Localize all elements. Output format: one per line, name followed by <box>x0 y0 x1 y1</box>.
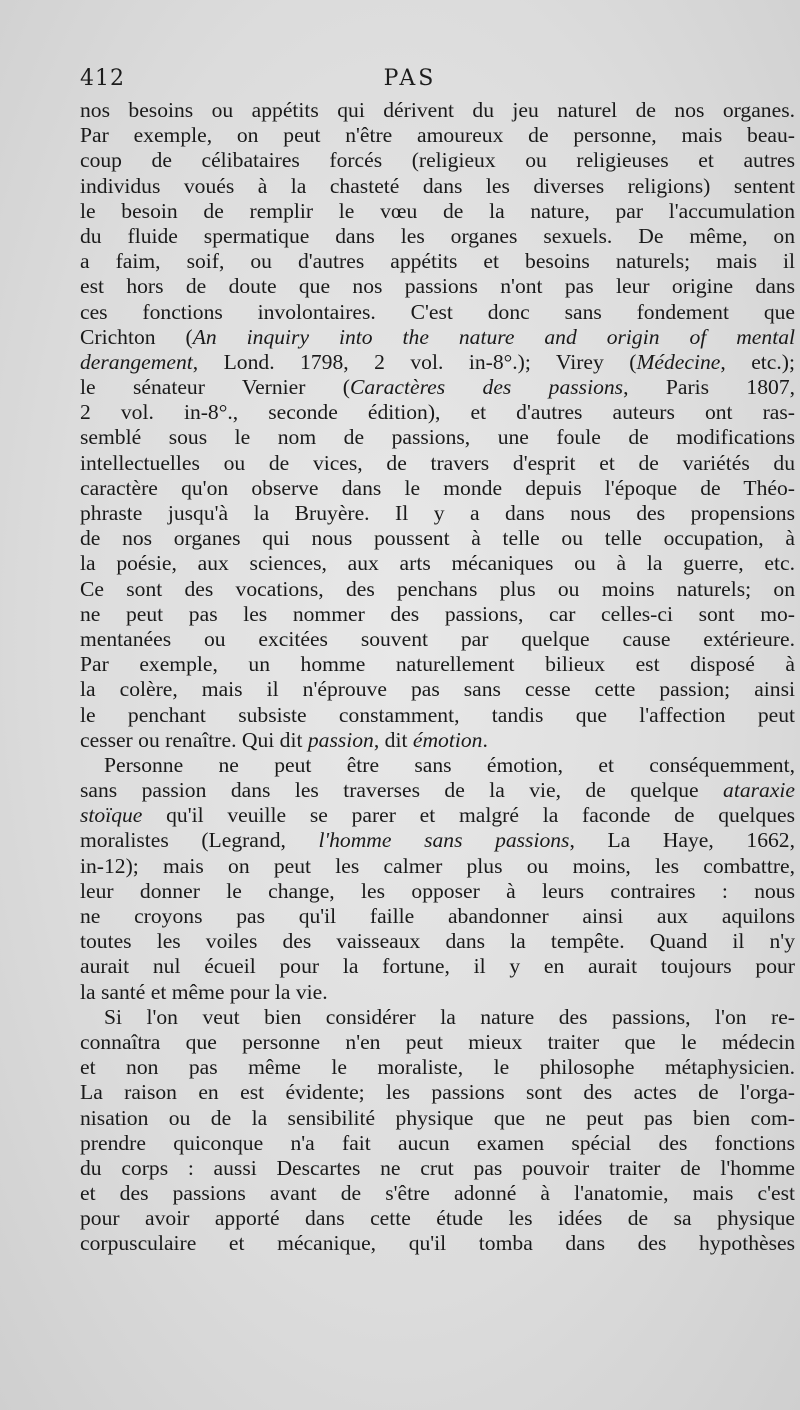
text-line: la santé et même pour la vie. <box>80 979 328 1004</box>
text-line: du fluide spermatique dans les organes sexuels. De même, on <box>80 223 795 248</box>
text-line: toutes les voiles des vaisseaux dans la tempête. Quand il n'y <box>80 929 795 954</box>
body-text <box>80 98 795 1257</box>
text-line: intellectuelles ou de vices, de travers d'esprit et de variétés du <box>80 450 795 475</box>
text-line: le besoin de remplir le vœu de la nature, par l'accumulation <box>80 198 795 223</box>
paragraph <box>80 98 795 753</box>
text-line: du corps : aussi Descartes ne crut pas pouvoir traiter de l'homme <box>80 1155 795 1180</box>
text-line: la poésie, aux sciences, aux arts mécaniques ou à la guerre, etc. <box>80 551 795 576</box>
text-segment: , La Haye, 1662, <box>569 828 795 853</box>
text-segment: moralistes (Legrand, <box>80 828 319 853</box>
text-line: corpusculaire et mécanique, qu'il tomba dans des hypothèses <box>80 1231 795 1256</box>
paragraph <box>80 1005 795 1257</box>
italic-text: émotion <box>412 727 483 752</box>
text-segment: , etc.); <box>720 349 795 374</box>
text-segment: qu'il veuille se parer et malgré la faconde de quelques <box>142 803 795 828</box>
text-line: Par exemple, un homme naturellement bilieux est disposé à <box>80 652 795 677</box>
text-line: de nos organes qui nous poussent à telle ou telle occupation, à <box>80 526 795 551</box>
text-line: Par exemple, on peut n'être amoureux de personne, mais beau- <box>80 123 795 148</box>
text-segment: , Lond. 1798, 2 vol. in-8°.); Virey ( <box>192 349 637 374</box>
text-segment: sans passion dans les traverses de la vie, de quelque <box>80 778 724 803</box>
text-line: leur donner le change, les opposer à leurs contraires : nous <box>80 878 795 903</box>
text-line <box>80 350 795 375</box>
text-segment: . <box>482 727 488 752</box>
text-segment: , dit <box>373 727 413 752</box>
italic-text: stoïque <box>80 803 143 828</box>
text-line: Si l'on veut bien considérer la nature des passions, l'on re- <box>104 1004 795 1029</box>
text-segment: cesser ou renaître. Qui dit <box>80 727 308 752</box>
text-line: est hors de doute que nos passions n'ont pas leur origine dans <box>80 274 795 299</box>
text-line <box>80 375 795 400</box>
text-line: ne peut pas les nommer des passions, car celles-ci sont mo- <box>80 601 795 626</box>
text-line: la colère, mais il n'éprouve pas sans cesse cette passion; ainsi <box>80 677 795 702</box>
text-line: mentanées ou excitées souvent par quelque cause extérieure. <box>80 626 795 651</box>
italic-text: derangement <box>80 349 193 374</box>
text-line: caractère qu'on observe dans le monde depuis l'époque de Théo- <box>80 475 795 500</box>
text-line: individus voués à la chasteté dans les diverses religions) sentent <box>80 173 795 198</box>
text-line: La raison en est évidente; les passions sont des actes de l'orga- <box>80 1080 795 1105</box>
text-line: coup de célibataires forcés (religieux ou religieuses et autres <box>80 148 795 173</box>
text-line <box>80 728 795 753</box>
paragraph <box>80 753 795 1005</box>
text-line <box>80 828 795 853</box>
text-line: phraste jusqu'à la Bruyère. Il y a dans nous des propensions <box>80 501 795 525</box>
text-line: 2 vol. in-8°., seconde édition), et d'autres auteurs ont ras- <box>80 400 795 425</box>
text-segment: Crichton ( <box>80 324 193 349</box>
text-line: ces fonctions involontaires. C'est donc sans fondement que <box>80 299 795 324</box>
text-line: a faim, soif, ou d'autres appétits et besoins naturels; mais il <box>80 249 795 274</box>
text-line <box>80 325 795 350</box>
text-line: nos besoins ou appétits qui dérivent du jeu naturel de nos organes. <box>80 98 795 122</box>
text-line: connaîtra que personne n'en peut mieux traiter que le médecin <box>80 1029 795 1054</box>
text-line: prendre quiconque n'a fait aucun examen spécial des fonctions <box>80 1130 795 1155</box>
italic-text: passion <box>307 727 374 752</box>
page-number: 412 <box>80 66 125 91</box>
page-header <box>80 66 740 96</box>
text-line: et non pas même le moraliste, le philosophe métaphysicien. <box>80 1055 795 1080</box>
text-line: semblé sous le nom de passions, une foule de modifications <box>80 425 795 450</box>
italic-text: Caractères des passions <box>350 375 624 400</box>
italic-text: An inquiry into the nature and origin of mental <box>192 324 795 349</box>
text-line: nisation ou de la sensibilité physique que ne peut pas bien com- <box>80 1105 795 1130</box>
italic-text: l'homme sans passions <box>318 828 570 853</box>
text-line <box>80 803 795 828</box>
text-line: pour avoir apporté dans cette étude les idées de sa physique <box>80 1206 795 1231</box>
text-line: et des passions avant de s'être adonné à l'anatomie, mais c'est <box>80 1181 795 1206</box>
text-line: aurait nul écueil pour la fortune, il y en aurait toujours pour <box>80 954 795 979</box>
text-line: in-12); mais on peut les calmer plus ou moins, les combattre, <box>80 853 795 878</box>
italic-text: Médecine <box>636 349 721 374</box>
italic-text: ataraxie <box>723 778 795 803</box>
text-line: le penchant subsiste constamment, tandis que l'affection peut <box>80 702 795 727</box>
text-line: Ce sont des vocations, des penchans plus ou moins naturels; on <box>80 576 795 601</box>
text-line <box>80 778 795 803</box>
running-head: PAS <box>383 66 437 91</box>
text-segment: le sénateur Vernier ( <box>80 375 350 400</box>
text-line: Personne ne peut être sans émotion, et conséquemment, <box>104 752 795 777</box>
text-line: ne croyons pas qu'il faille abandonner ainsi aux aquilons <box>80 904 795 928</box>
text-segment: , Paris 1807, <box>623 375 796 400</box>
